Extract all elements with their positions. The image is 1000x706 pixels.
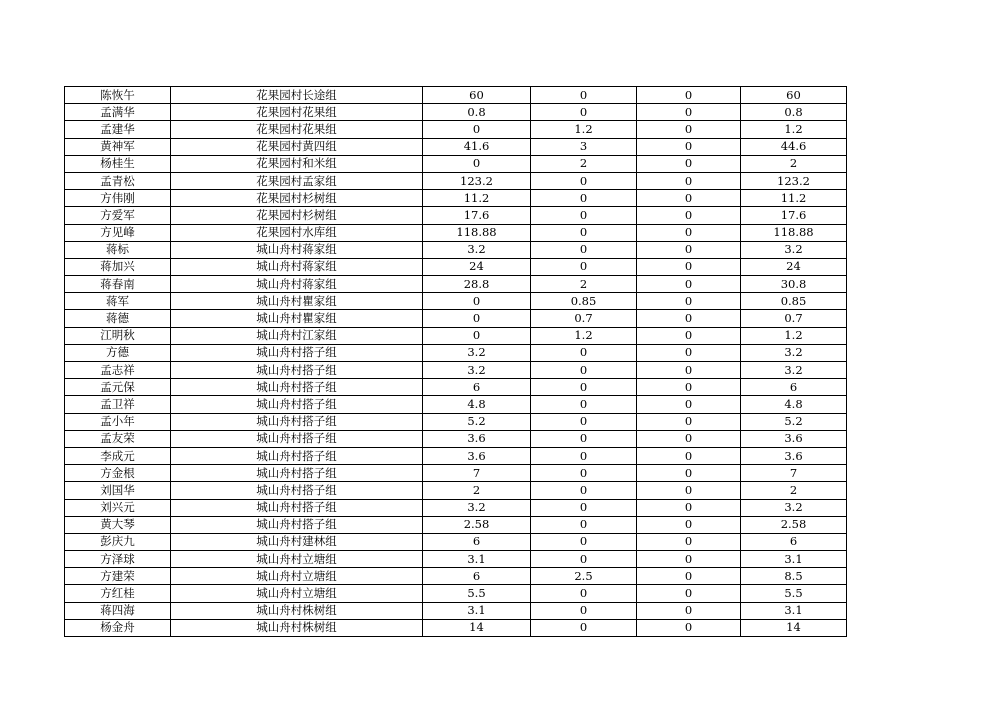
location-cell: 城山舟村蒋家组 [171, 258, 423, 275]
name-cell: 江明秋 [65, 327, 171, 344]
value-c-cell: 0 [637, 276, 741, 293]
value-a-cell: 0 [423, 121, 531, 138]
value-c-cell: 0 [637, 138, 741, 155]
value-c-cell: 0 [637, 155, 741, 172]
name-cell: 蒋春南 [65, 276, 171, 293]
value-b-cell: 0 [531, 585, 637, 602]
value-a-cell: 11.2 [423, 190, 531, 207]
total-cell: 4.8 [741, 396, 847, 413]
name-cell: 杨金舟 [65, 619, 171, 636]
name-cell: 蒋四海 [65, 602, 171, 619]
value-b-cell: 0 [531, 396, 637, 413]
total-cell: 6 [741, 379, 847, 396]
location-cell: 花果园村杉树组 [171, 190, 423, 207]
total-cell: 24 [741, 258, 847, 275]
value-b-cell: 0.7 [531, 310, 637, 327]
table-row [65, 172, 847, 189]
table-row [65, 533, 847, 550]
value-c-cell: 0 [637, 104, 741, 121]
value-a-cell: 3.2 [423, 499, 531, 516]
value-c-cell: 0 [637, 344, 741, 361]
location-cell: 花果园村长途组 [171, 87, 423, 104]
table-row [65, 551, 847, 568]
value-c-cell: 0 [637, 619, 741, 636]
name-cell: 方德 [65, 344, 171, 361]
name-cell: 蒋德 [65, 310, 171, 327]
location-cell: 花果园村花果组 [171, 104, 423, 121]
total-cell: 0.8 [741, 104, 847, 121]
name-cell: 黄神军 [65, 138, 171, 155]
value-b-cell: 0 [531, 516, 637, 533]
location-cell: 城山舟村搭子组 [171, 413, 423, 430]
name-cell: 方建荣 [65, 568, 171, 585]
total-cell: 1.2 [741, 121, 847, 138]
value-a-cell: 0 [423, 310, 531, 327]
value-b-cell: 0 [531, 344, 637, 361]
value-b-cell: 0 [531, 533, 637, 550]
value-b-cell: 0 [531, 551, 637, 568]
location-cell: 城山舟村立塘组 [171, 551, 423, 568]
value-a-cell: 3.6 [423, 447, 531, 464]
value-b-cell: 1.2 [531, 121, 637, 138]
name-cell: 孟青松 [65, 172, 171, 189]
location-cell: 花果园村和米组 [171, 155, 423, 172]
name-cell: 孟建华 [65, 121, 171, 138]
location-cell: 花果园村黄四组 [171, 138, 423, 155]
table-body [65, 87, 847, 637]
table-row [65, 499, 847, 516]
value-a-cell: 17.6 [423, 207, 531, 224]
total-cell: 3.2 [741, 499, 847, 516]
location-cell: 花果园村花果组 [171, 121, 423, 138]
value-b-cell: 0 [531, 619, 637, 636]
value-c-cell: 0 [637, 310, 741, 327]
value-b-cell: 1.2 [531, 327, 637, 344]
total-cell: 3.6 [741, 447, 847, 464]
table-row [65, 465, 847, 482]
name-cell: 蒋标 [65, 241, 171, 258]
name-cell: 孟小年 [65, 413, 171, 430]
table-row [65, 121, 847, 138]
location-cell: 城山舟村瞿家组 [171, 310, 423, 327]
table-row [65, 362, 847, 379]
table-row [65, 430, 847, 447]
total-cell: 14 [741, 619, 847, 636]
value-c-cell: 0 [637, 293, 741, 310]
total-cell: 5.2 [741, 413, 847, 430]
value-c-cell: 0 [637, 396, 741, 413]
total-cell: 0.85 [741, 293, 847, 310]
total-cell: 3.1 [741, 602, 847, 619]
table-row [65, 104, 847, 121]
value-b-cell: 0 [531, 465, 637, 482]
total-cell: 123.2 [741, 172, 847, 189]
location-cell: 城山舟村建林组 [171, 533, 423, 550]
value-c-cell: 0 [637, 499, 741, 516]
value-c-cell: 0 [637, 190, 741, 207]
table-row [65, 207, 847, 224]
data-table [64, 86, 847, 637]
value-c-cell: 0 [637, 362, 741, 379]
value-c-cell: 0 [637, 241, 741, 258]
location-cell: 城山舟村蒋家组 [171, 276, 423, 293]
value-a-cell: 3.2 [423, 344, 531, 361]
value-b-cell: 0 [531, 362, 637, 379]
value-c-cell: 0 [637, 172, 741, 189]
total-cell: 17.6 [741, 207, 847, 224]
table-row [65, 396, 847, 413]
value-a-cell: 7 [423, 465, 531, 482]
value-c-cell: 0 [637, 482, 741, 499]
location-cell: 城山舟村江家组 [171, 327, 423, 344]
value-b-cell: 0 [531, 172, 637, 189]
value-c-cell: 0 [637, 585, 741, 602]
location-cell: 城山舟村瞿家组 [171, 293, 423, 310]
value-b-cell: 0 [531, 602, 637, 619]
table-row [65, 138, 847, 155]
table-row [65, 585, 847, 602]
location-cell: 花果园村杉树组 [171, 207, 423, 224]
value-b-cell: 0.85 [531, 293, 637, 310]
value-c-cell: 0 [637, 465, 741, 482]
name-cell: 方伟刚 [65, 190, 171, 207]
total-cell: 3.2 [741, 241, 847, 258]
value-a-cell: 3.1 [423, 602, 531, 619]
table-row [65, 224, 847, 241]
name-cell: 孟友荣 [65, 430, 171, 447]
name-cell: 李成元 [65, 447, 171, 464]
total-cell: 8.5 [741, 568, 847, 585]
location-cell: 城山舟村株树组 [171, 602, 423, 619]
location-cell: 城山舟村株树组 [171, 619, 423, 636]
value-b-cell: 0 [531, 379, 637, 396]
name-cell: 杨桂生 [65, 155, 171, 172]
total-cell: 0.7 [741, 310, 847, 327]
name-cell: 孟卫祥 [65, 396, 171, 413]
value-c-cell: 0 [637, 430, 741, 447]
value-a-cell: 5.2 [423, 413, 531, 430]
table-row [65, 241, 847, 258]
table-row [65, 155, 847, 172]
value-b-cell: 0 [531, 104, 637, 121]
table-row [65, 190, 847, 207]
value-b-cell: 0 [531, 87, 637, 104]
value-a-cell: 0 [423, 155, 531, 172]
location-cell: 城山舟村立塘组 [171, 568, 423, 585]
name-cell: 方泽球 [65, 551, 171, 568]
value-a-cell: 14 [423, 619, 531, 636]
table-row [65, 447, 847, 464]
value-b-cell: 0 [531, 413, 637, 430]
name-cell: 方红桂 [65, 585, 171, 602]
total-cell: 44.6 [741, 138, 847, 155]
table-row [65, 482, 847, 499]
value-c-cell: 0 [637, 447, 741, 464]
table-row [65, 293, 847, 310]
location-cell: 花果园村孟家组 [171, 172, 423, 189]
name-cell: 孟满华 [65, 104, 171, 121]
table-row [65, 602, 847, 619]
value-a-cell: 3.1 [423, 551, 531, 568]
total-cell: 7 [741, 465, 847, 482]
table-row [65, 327, 847, 344]
value-a-cell: 0.8 [423, 104, 531, 121]
value-a-cell: 3.2 [423, 362, 531, 379]
total-cell: 5.5 [741, 585, 847, 602]
total-cell: 2 [741, 482, 847, 499]
value-c-cell: 0 [637, 516, 741, 533]
table-row [65, 276, 847, 293]
name-cell: 刘国华 [65, 482, 171, 499]
value-c-cell: 0 [637, 533, 741, 550]
name-cell: 刘兴元 [65, 499, 171, 516]
total-cell: 11.2 [741, 190, 847, 207]
total-cell: 3.1 [741, 551, 847, 568]
table-row [65, 344, 847, 361]
total-cell: 30.8 [741, 276, 847, 293]
name-cell: 蒋加兴 [65, 258, 171, 275]
value-b-cell: 3 [531, 138, 637, 155]
value-b-cell: 0 [531, 499, 637, 516]
value-c-cell: 0 [637, 413, 741, 430]
value-b-cell: 0 [531, 430, 637, 447]
value-c-cell: 0 [637, 327, 741, 344]
total-cell: 2.58 [741, 516, 847, 533]
name-cell: 方爱军 [65, 207, 171, 224]
total-cell: 60 [741, 87, 847, 104]
total-cell: 2 [741, 155, 847, 172]
name-cell: 方见峰 [65, 224, 171, 241]
location-cell: 城山舟村搭子组 [171, 430, 423, 447]
value-b-cell: 2 [531, 155, 637, 172]
location-cell: 城山舟村搭子组 [171, 482, 423, 499]
name-cell: 黄大琴 [65, 516, 171, 533]
value-b-cell: 0 [531, 482, 637, 499]
total-cell: 3.2 [741, 362, 847, 379]
value-a-cell: 4.8 [423, 396, 531, 413]
value-b-cell: 2.5 [531, 568, 637, 585]
table-row [65, 258, 847, 275]
location-cell: 城山舟村搭子组 [171, 344, 423, 361]
value-a-cell: 6 [423, 379, 531, 396]
value-b-cell: 0 [531, 207, 637, 224]
value-a-cell: 41.6 [423, 138, 531, 155]
value-a-cell: 5.5 [423, 585, 531, 602]
value-c-cell: 0 [637, 87, 741, 104]
value-a-cell: 6 [423, 568, 531, 585]
value-c-cell: 0 [637, 568, 741, 585]
name-cell: 蒋军 [65, 293, 171, 310]
total-cell: 6 [741, 533, 847, 550]
value-a-cell: 0 [423, 327, 531, 344]
table-row [65, 516, 847, 533]
location-cell: 城山舟村搭子组 [171, 465, 423, 482]
name-cell: 孟元保 [65, 379, 171, 396]
value-b-cell: 0 [531, 190, 637, 207]
location-cell: 花果园村水库组 [171, 224, 423, 241]
value-a-cell: 123.2 [423, 172, 531, 189]
value-a-cell: 2.58 [423, 516, 531, 533]
value-a-cell: 118.88 [423, 224, 531, 241]
value-a-cell: 24 [423, 258, 531, 275]
value-b-cell: 2 [531, 276, 637, 293]
value-a-cell: 60 [423, 87, 531, 104]
value-c-cell: 0 [637, 551, 741, 568]
location-cell: 城山舟村搭子组 [171, 447, 423, 464]
value-a-cell: 3.2 [423, 241, 531, 258]
name-cell: 方金根 [65, 465, 171, 482]
location-cell: 城山舟村搭子组 [171, 396, 423, 413]
location-cell: 城山舟村搭子组 [171, 499, 423, 516]
value-c-cell: 0 [637, 602, 741, 619]
value-a-cell: 3.6 [423, 430, 531, 447]
location-cell: 城山舟村搭子组 [171, 516, 423, 533]
table-row [65, 619, 847, 636]
value-c-cell: 0 [637, 121, 741, 138]
table-row [65, 379, 847, 396]
value-c-cell: 0 [637, 224, 741, 241]
value-b-cell: 0 [531, 224, 637, 241]
value-a-cell: 28.8 [423, 276, 531, 293]
value-b-cell: 0 [531, 241, 637, 258]
value-a-cell: 0 [423, 293, 531, 310]
total-cell: 3.2 [741, 344, 847, 361]
table-row [65, 87, 847, 104]
value-b-cell: 0 [531, 447, 637, 464]
table-row [65, 413, 847, 430]
value-c-cell: 0 [637, 207, 741, 224]
location-cell: 城山舟村搭子组 [171, 362, 423, 379]
location-cell: 城山舟村搭子组 [171, 379, 423, 396]
total-cell: 1.2 [741, 327, 847, 344]
name-cell: 孟志祥 [65, 362, 171, 379]
value-c-cell: 0 [637, 258, 741, 275]
table-row [65, 310, 847, 327]
value-a-cell: 6 [423, 533, 531, 550]
name-cell: 彭庆九 [65, 533, 171, 550]
location-cell: 城山舟村蒋家组 [171, 241, 423, 258]
location-cell: 城山舟村立塘组 [171, 585, 423, 602]
value-b-cell: 0 [531, 258, 637, 275]
total-cell: 118.88 [741, 224, 847, 241]
value-a-cell: 2 [423, 482, 531, 499]
total-cell: 3.6 [741, 430, 847, 447]
value-c-cell: 0 [637, 379, 741, 396]
name-cell: 陈恢午 [65, 87, 171, 104]
table-row [65, 568, 847, 585]
